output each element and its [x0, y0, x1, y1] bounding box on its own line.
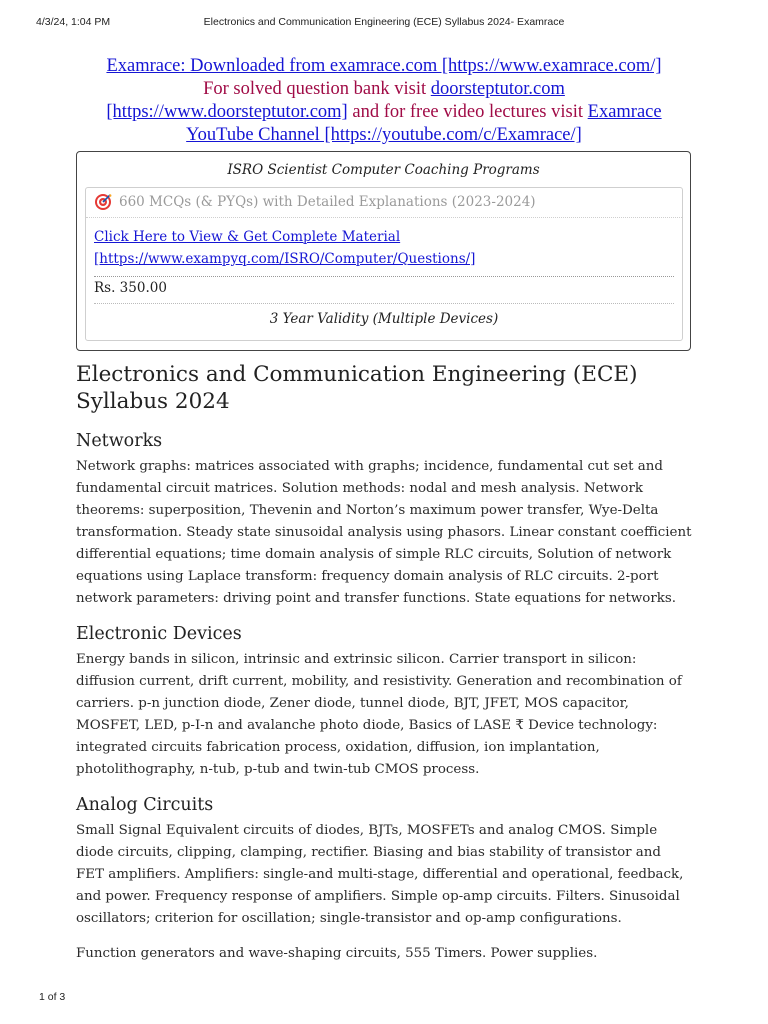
section-paragraph: Network graphs: matrices associated with graphs; incidence, fundamental cut set and fundamental circuit matrices. Solution methods: nodal and mesh analysis. Network theorems: superposition, Thevenin and Norton’s maximum power transfer, Wye-Delta transformation. Steady state sinusoidal analysis using phasors. Linear constant coefficient differential equations; time domain analysis of simple RLC circuits, Solution of network equations using Laplace transform: frequency domain analysis of RLC circuits. 2-port network parameters: driving point and transfer functions. State equations for networks.	[76, 459, 692, 606]
view-material-link[interactable]	[94, 226, 475, 270]
page-number: 1 of 3	[39, 991, 66, 1003]
cta-line2: [https://www.exampyq.com/ISRO/Computer/Questions/]	[94, 251, 476, 267]
divider	[94, 276, 674, 277]
print-page-title: Electronics and Communication Engineering (ECE) Syllabus 2024- Examrace	[203, 16, 565, 28]
mcq-row	[94, 193, 536, 211]
promo-inner-card	[85, 187, 683, 341]
examrace-banner	[76, 55, 692, 147]
divider	[94, 303, 674, 304]
video-lectures-text: and for free video lectures visit	[347, 102, 588, 122]
section-paragraph: Small Signal Equivalent circuits of diodes, BJTs, MOSFETs and analog CMOS. Simple diode circuits, clipping, clamping, rectifier. Biasing and bias stability of transistor and FET amplifiers. Amplifiers: single-and multi-stage, differential and operational, feedback, and power. Frequency response of amplifiers. Simple op-amp circuits. Filters. Sinusoidal oscillators; criterion for oscillation; single-transistor and op-amp configurations.	[76, 823, 684, 926]
target-icon	[94, 193, 112, 211]
print-date: 4/3/24, 1:04 PM	[36, 16, 111, 28]
section-paragraph: Energy bands in silicon, intrinsic and extrinsic silicon. Carrier transport in silicon: diffusion current, drift current, mobility, and resistivity. Generation and recombination of carriers. p-n junction diode, Zener diode, tunnel diode, BJT, JFET, MOS capacitor, MOSFET, LED, p-I-n and avalanche photo diode, Basics of LASE ₹ Device technology: integrated circuits fabrication process, oxidation, diffusion, ion implantation, photolithography, n-tub, p-tub and twin-tub CMOS process.	[76, 652, 682, 777]
doorsteptutor-link[interactable]: doorsteptutor.com	[430, 79, 565, 99]
coaching-promo-box	[76, 151, 691, 351]
section-heading-electronic-devices: Electronic Devices	[76, 624, 242, 644]
validity-text: 3 Year Validity (Multiple Devices)	[269, 311, 499, 327]
youtube-link-part1[interactable]: Examrace	[587, 102, 662, 122]
print-header	[0, 16, 768, 32]
examrace-download-link[interactable]: Examrace: Downloaded from examrace.com [https://www.examrace.com/]	[106, 56, 662, 76]
article-title: Electronics and Communication Engineering (ECE) Syllabus 2024	[76, 362, 638, 414]
divider	[86, 217, 682, 218]
section-paragraph: Function generators and wave-shaping circuits, 555 Timers. Power supplies.	[76, 946, 598, 961]
article-content	[76, 361, 692, 978]
youtube-channel-link[interactable]: YouTube Channel [https://youtube.com/c/Examrace/]	[186, 125, 582, 145]
mcq-description: 660 MCQs (& PYQs) with Detailed Explanations (2023-2024)	[119, 194, 536, 210]
promo-title: ISRO Scientist Computer Coaching Programs	[227, 162, 540, 178]
doorsteptutor-url-link[interactable]: [https://www.doorsteptutor.com]	[106, 102, 348, 122]
price-text: Rs. 350.00	[94, 280, 167, 296]
section-heading-networks: Networks	[76, 431, 163, 451]
cta-line1: Click Here to View & Get Complete Material	[94, 229, 401, 245]
section-heading-analog-circuits: Analog Circuits	[76, 795, 214, 815]
solved-bank-text: For solved question bank visit	[203, 79, 431, 99]
